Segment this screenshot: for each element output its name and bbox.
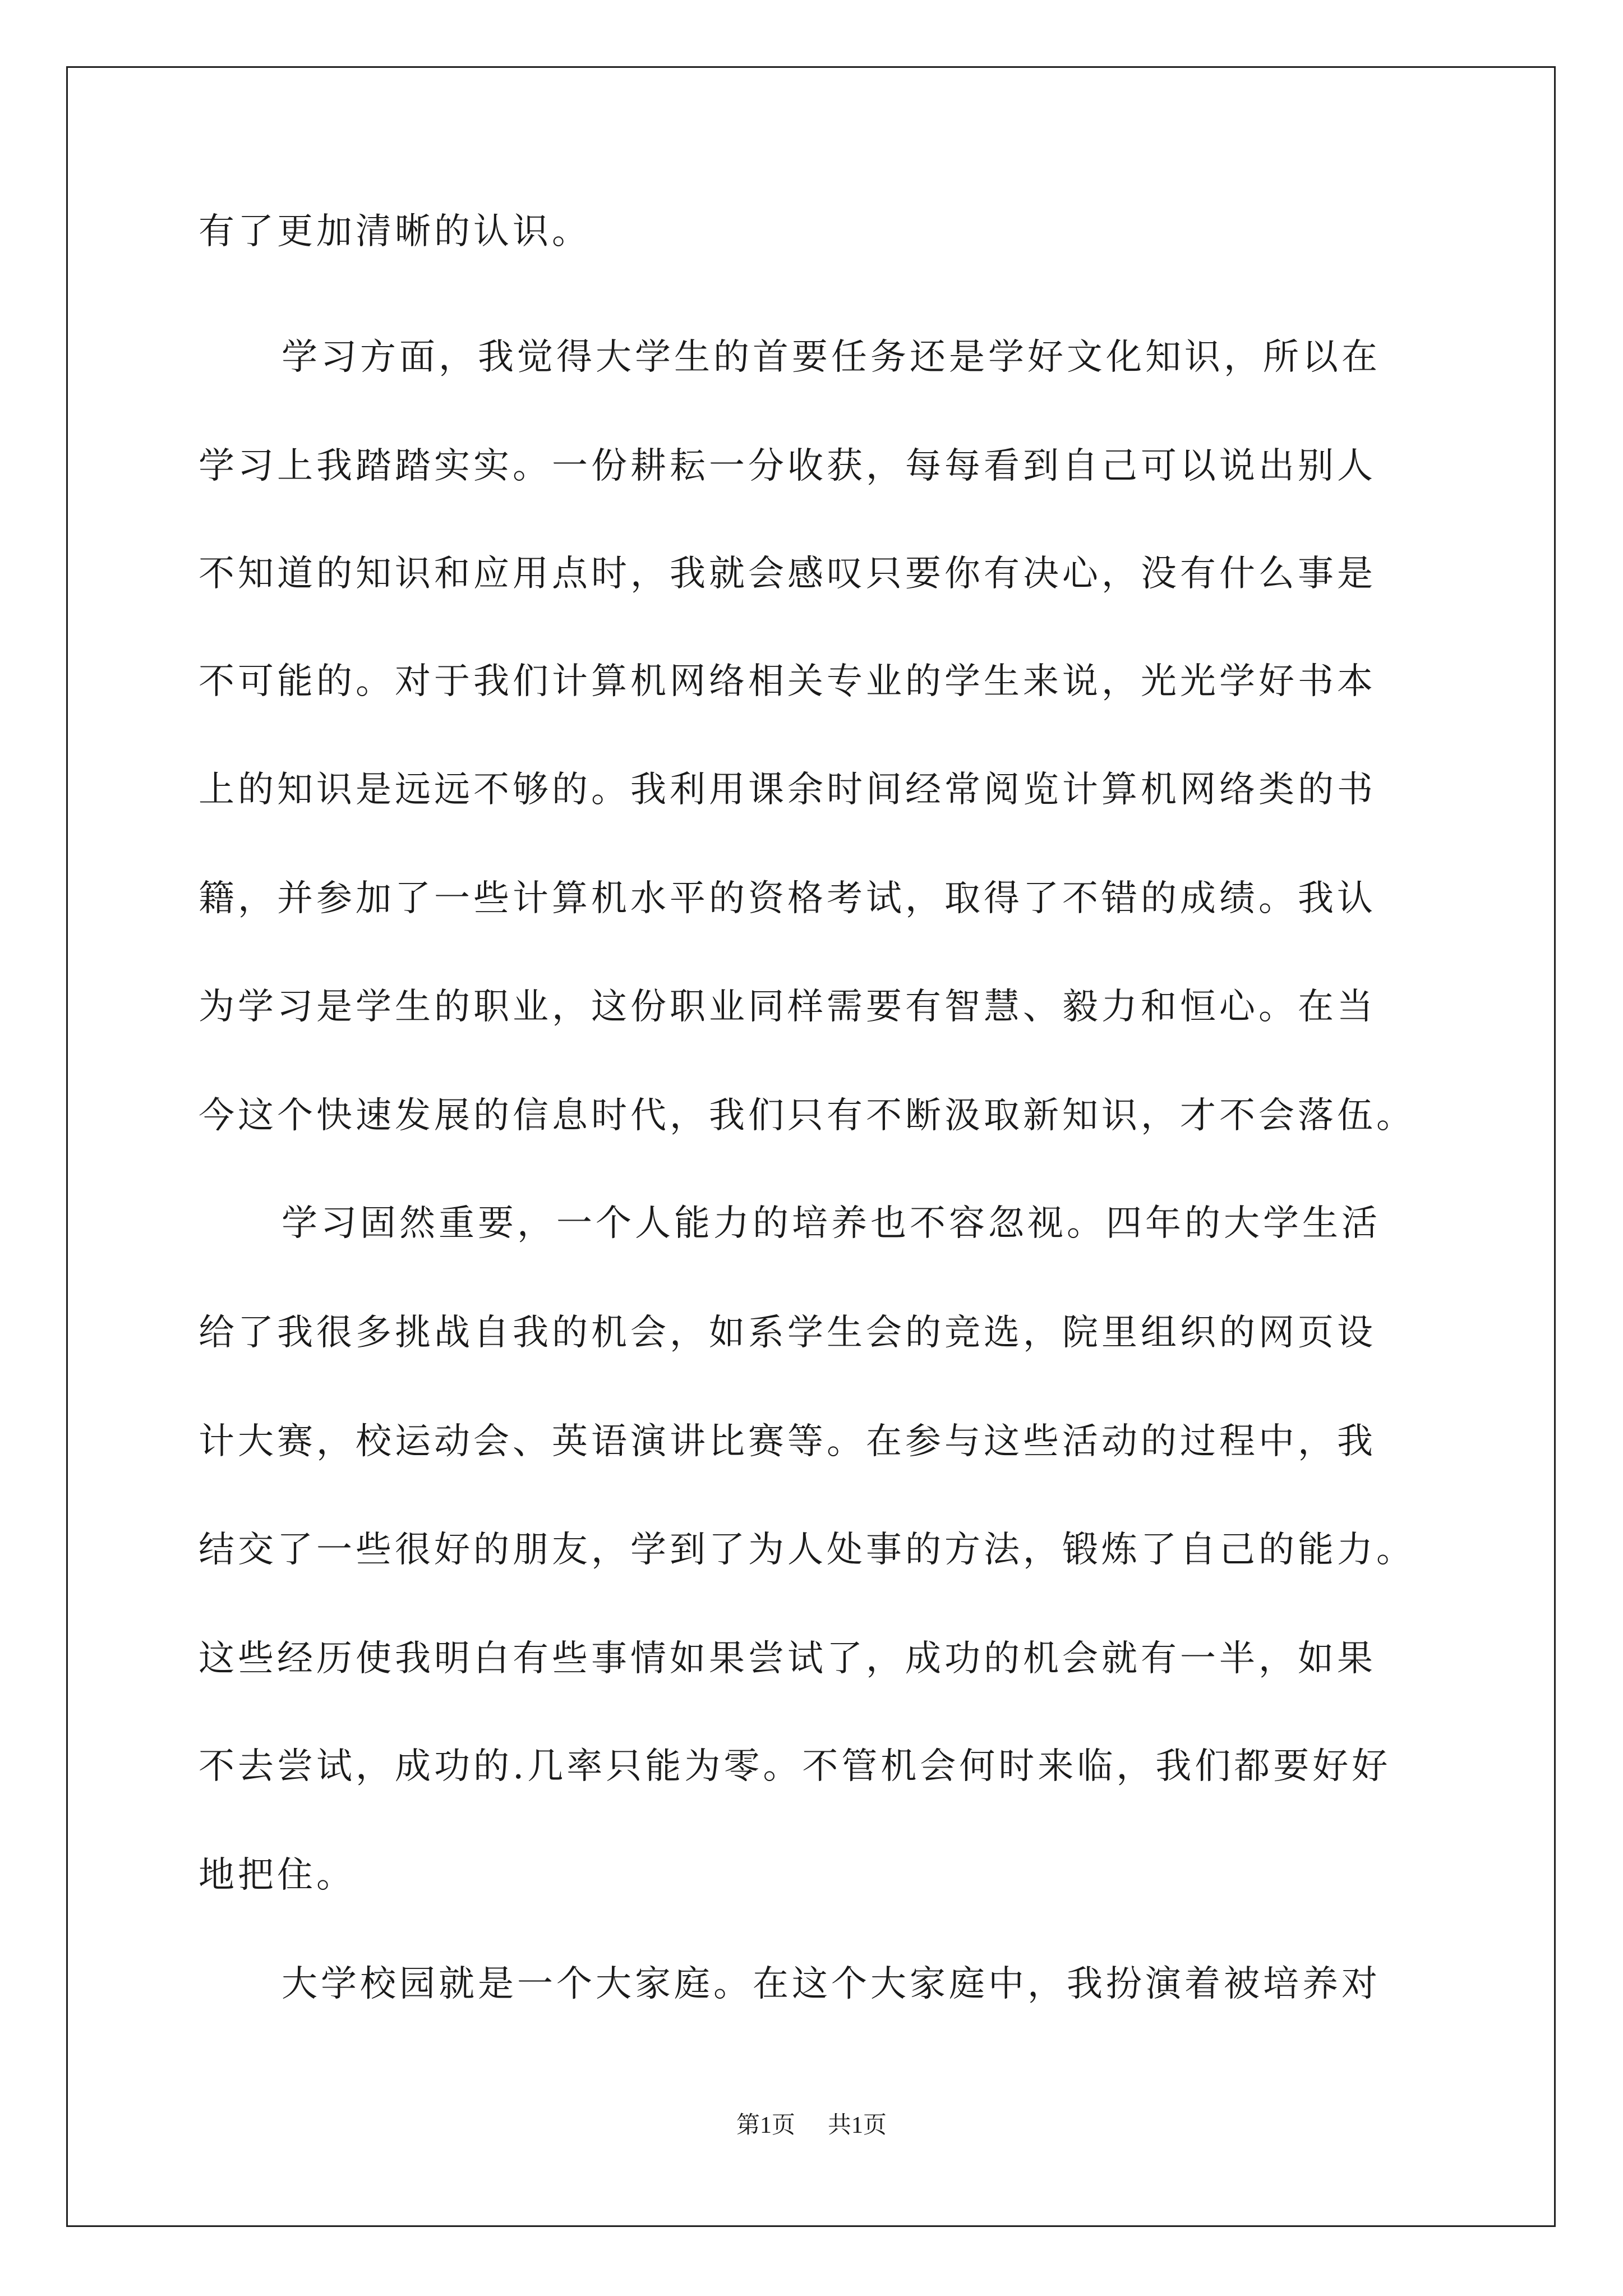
page-border: [66, 66, 1556, 2227]
body-line: 有了更加清晰的认识。: [199, 211, 591, 252]
body-line: 为学习是学生的职业，这份职业同样需要有智慧、毅力和恒心。在当: [199, 986, 1376, 1028]
body-line: 计大赛，校运动会、英语演讲比赛等。在参与这些活动的过程中，我: [199, 1421, 1376, 1462]
body-line: 地把住。: [199, 1855, 356, 1896]
page-total: 共1页: [828, 2113, 887, 2138]
paragraph-first-line: 大学校园就是一个大家庭。在这个大家庭中，我扮演着被培养对: [282, 1963, 1381, 2005]
paragraph-first-line: 学习方面，我觉得大学生的首要任务还是学好文化知识，所以在: [282, 337, 1381, 378]
body-line: 籍，并参加了一些计算机水平的资格考试，取得了不错的成绩。我认: [199, 878, 1376, 919]
body-line: 不去尝试，成功的.几率只能为零。不管机会何时来临，我们都要好好: [199, 1746, 1391, 1787]
body-line: 不知道的知识和应用点时，我就会感叹只要你有决心，没有什么事是: [199, 553, 1376, 595]
body-line: 今这个快速发展的信息时代，我们只有不断汲取新知识，才不会落伍。: [199, 1095, 1415, 1137]
body-line: 结交了一些很好的朋友，学到了为人处事的方法，锻炼了自己的能力。: [199, 1529, 1415, 1571]
body-line: 这些经历使我明白有些事情如果尝试了，成功的机会就有一半，如果: [199, 1638, 1376, 1680]
body-line: 给了我很多挑战自我的机会，如系学生会的竞选，院里组织的网页设: [199, 1312, 1376, 1354]
page-number: 第1页: [736, 2113, 795, 2138]
body-line: 学习上我踏踏实实。一份耕耘一分收获，每每看到自己可以说出别人: [199, 445, 1376, 487]
paragraph-first-line: 学习固然重要，一个人能力的培养也不容忽视。四年的大学生活: [282, 1203, 1381, 1244]
body-line: 上的知识是远远不够的。我利用课余时间经常阅览计算机网络类的书: [199, 769, 1376, 811]
body-line: 不可能的。对于我们计算机网络相关专业的学生来说，光光学好书本: [199, 661, 1376, 702]
page-footer: [0, 2106, 1623, 2140]
